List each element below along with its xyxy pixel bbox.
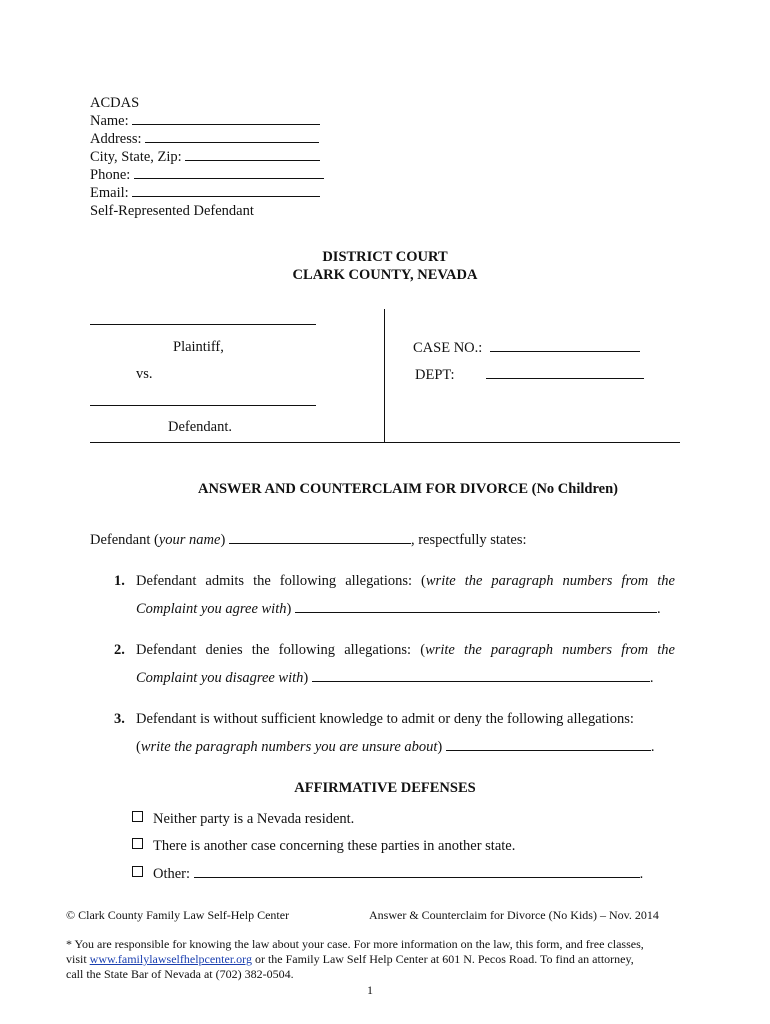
- email-row: [90, 184, 324, 202]
- intro-prefix: Defendant (: [90, 532, 159, 548]
- checkbox-icon[interactable]: [132, 811, 143, 822]
- court-line-2: CLARK COUNTY, NEVADA: [292, 267, 478, 283]
- item-1-text: Defendant admits the following allegations: (: [136, 573, 426, 589]
- caption-divider-vertical: [384, 309, 385, 443]
- document-title: ANSWER AND COUNTERCLAIM FOR DIVORCE (No Children): [198, 481, 618, 497]
- item-2-line-2: Complaint you disagree with) .: [136, 670, 654, 686]
- name-label: Name:: [90, 113, 129, 129]
- other-defense-input[interactable]: [194, 865, 640, 878]
- caption-divider-horizontal: [90, 442, 680, 443]
- item-2-close-paren: ): [303, 670, 309, 686]
- item-1-line-1: [136, 573, 675, 590]
- denies-input[interactable]: [312, 669, 650, 682]
- footer-note: [66, 937, 644, 982]
- case-no-row: [413, 339, 640, 357]
- defense-option-2[interactable]: [132, 838, 515, 855]
- item-1-close-paren: ): [286, 601, 292, 617]
- address-row: [90, 130, 324, 148]
- dept-row: [415, 366, 644, 384]
- intro-suffix: , respectfully states:: [410, 532, 527, 548]
- item-1-italic: write the paragraph numbers from the: [425, 573, 675, 589]
- unsure-input[interactable]: [446, 738, 651, 751]
- city-label: City, State, Zip:: [90, 149, 182, 165]
- org-name: ACDAS: [90, 95, 140, 111]
- phone-row: [90, 166, 324, 184]
- city-row: [90, 148, 324, 166]
- item-1-line-2: Complaint you agree with) .: [136, 601, 661, 617]
- item-1-number: 1.: [114, 573, 125, 589]
- intro-your-name: your name: [158, 532, 221, 548]
- item-2-line-1: [136, 642, 675, 659]
- defendant-name-field[interactable]: [90, 393, 316, 406]
- email-label: Email:: [90, 185, 129, 201]
- vs-label: vs.: [136, 366, 153, 382]
- header-block: [90, 94, 324, 220]
- address-field[interactable]: [145, 130, 319, 143]
- plaintiff-name-field[interactable]: [90, 312, 316, 325]
- footer-note-line-1: * You are responsible for knowing the law about your case. For more information on the law, this form, and free classes,: [66, 937, 644, 951]
- court-line-1: DISTRICT COURT: [322, 249, 448, 265]
- phone-field[interactable]: [134, 166, 324, 179]
- defense-option-1-label: Neither party is a Nevada resident.: [153, 811, 355, 827]
- defense-option-3-label: Other:: [153, 866, 191, 882]
- item-3-open-paren: (: [136, 739, 141, 755]
- defense-option-2-label: There is another case concerning these parties in another state.: [153, 838, 516, 854]
- item-3-italic: write the paragraph numbers you are unsure about: [140, 739, 438, 755]
- intro-mid: ): [220, 532, 226, 548]
- defense-option-1[interactable]: [132, 811, 354, 828]
- address-label: Address:: [90, 131, 142, 147]
- item-2-text: Defendant denies the following allegations: (: [136, 642, 426, 658]
- item-3-line-2: (write the paragraph numbers you are unsure about) .: [136, 739, 655, 755]
- item-3-close-paren: ): [437, 739, 443, 755]
- court-heading: [0, 248, 770, 284]
- footer-right: Answer & Counterclaim for Divorce (No Kids) – Nov. 2014: [369, 908, 659, 922]
- phone-label: Phone:: [90, 167, 131, 183]
- defendant-name-input[interactable]: [229, 531, 411, 544]
- intro-line: [90, 531, 527, 549]
- name-row: [90, 112, 324, 130]
- admits-input[interactable]: [295, 600, 657, 613]
- case-no-field[interactable]: [490, 339, 640, 352]
- case-no-label: CASE NO.:: [413, 340, 483, 356]
- name-field[interactable]: [132, 112, 320, 125]
- item-3-number: 3.: [114, 711, 125, 727]
- dept-field[interactable]: [486, 366, 644, 379]
- checkbox-icon[interactable]: [132, 866, 143, 877]
- footer-left: © Clark County Family Law Self-Help Center: [66, 908, 290, 922]
- footer-note-visit: visit: [66, 952, 90, 966]
- item-2-number: 2.: [114, 642, 125, 658]
- dept-label: DEPT:: [415, 367, 455, 383]
- footer-note-line-3: call the State Bar of Nevada at (702) 382-0504.: [66, 967, 294, 981]
- footer-note-rest: or the Family Law Self Help Center at 601 N. Pecos Road. To find an attorney,: [251, 952, 634, 966]
- item-1-italic-2: Complaint you agree with: [136, 601, 287, 617]
- item-3-line-1: Defendant is without sufficient knowledge to admit or deny the following allegations:: [136, 711, 634, 727]
- checkbox-icon[interactable]: [132, 838, 143, 849]
- email-field[interactable]: [132, 184, 320, 197]
- page-number: 1: [367, 983, 373, 997]
- self-help-link[interactable]: www.familylawselfhelpcenter.org: [89, 952, 252, 966]
- plaintiff-label: Plaintiff,: [173, 339, 224, 355]
- affirmative-heading: AFFIRMATIVE DEFENSES: [294, 780, 476, 796]
- role-text: Self-Represented Defendant: [90, 203, 254, 219]
- footer-note-line-2: [66, 952, 644, 967]
- defense-option-3[interactable]: Other: .: [132, 865, 643, 883]
- defendant-label: Defendant.: [168, 419, 233, 435]
- item-2-italic-2: Complaint you disagree with: [136, 670, 304, 686]
- item-2-italic: write the paragraph numbers from the: [425, 642, 675, 658]
- city-field[interactable]: [185, 148, 320, 161]
